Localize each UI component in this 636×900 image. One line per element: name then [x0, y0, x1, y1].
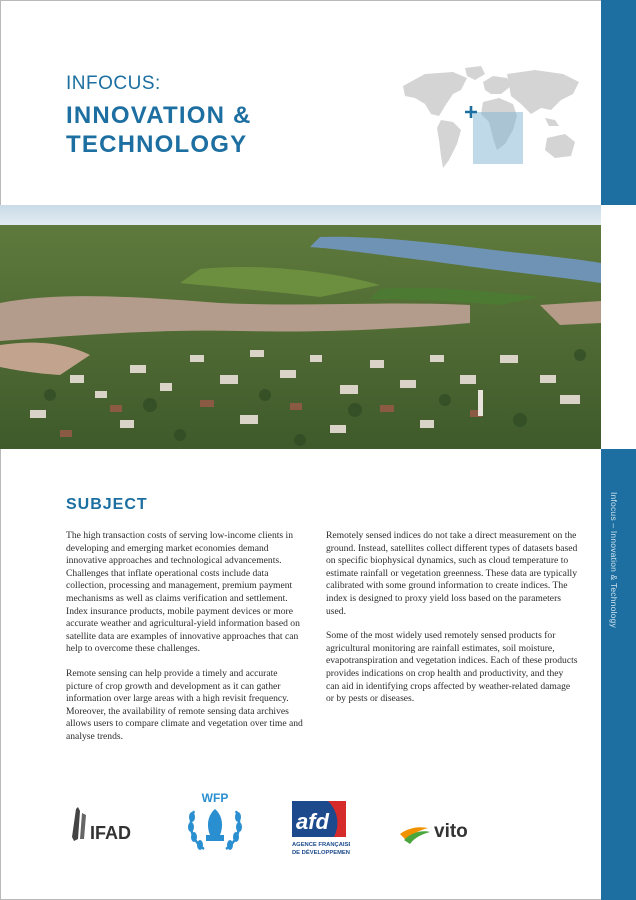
ifad-emblem-icon — [68, 803, 143, 845]
afd-mark: afd — [296, 809, 329, 834]
afd-line-1: AGENCE FRANÇAISE — [292, 842, 350, 848]
ifad-wordmark: IFAD — [90, 823, 132, 843]
paragraph: Remote sensing can help provide a timely and accurate picture of crop growth and development as it can gather information over large areas with a high revisit frequency. Moreover, the availability of remote sensing data archives allows users to compare climate and vegetation over time and analyse trends. — [66, 667, 303, 742]
aerial-village-photo — [0, 205, 601, 449]
paragraph: Remotely sensed indices do not take a direct measurement on the ground. Instead, satellites collect different types of datasets based on specific biophysical dynamics, such as cloud temperature to estimate rainfall or vegetation greenness. These data are typically calibrated with some ground information to create indices. The index is designed to proxy yield loss based on the parameters used. — [326, 530, 578, 617]
afd-logo — [290, 799, 350, 857]
paragraph: The high transaction costs of serving low-income clients in developing and emerging market economies demand innovative approaches and technological advancements. Challenges that inflate operational costs include data collection, processing and management, premium payment mechanisms as well as claims verification and settlement. Index insurance products, mobile payment devices or more accurate weather and agricultural-yield information based on satellite data are examples of innovative approaches that can help to overcome these challenges. — [66, 530, 300, 655]
text-column-left — [66, 530, 306, 756]
wfp-logo — [182, 791, 248, 857]
title-line-1: INNOVATION & — [66, 102, 252, 129]
vito-logo — [398, 816, 484, 846]
title-line-2: TECHNOLOGY — [66, 131, 248, 158]
wfp-wordmark: WFP — [201, 791, 229, 805]
paragraph: Some of the most widely used remotely sensed products for agricultural monitoring are rainfall estimates, soil moisture, evapotranspiration and vegetation indices. Each of these products provides indications on crop health and productivity, and they can aid in identifying crops affected by weather-related damage or by pests or diseases. — [326, 630, 578, 705]
afd-line-2: DE DÉVELOPPEMENT — [292, 850, 350, 856]
vito-wordmark: vito — [434, 821, 468, 842]
world-map-icon — [395, 64, 585, 174]
side-bar-gap — [601, 205, 636, 449]
section-heading-subject: SUBJECT — [66, 496, 148, 513]
side-label: Infocus – Innovation & Technology — [609, 492, 619, 628]
wfp-wreath-icon — [182, 791, 248, 857]
afd-emblem-icon — [290, 799, 350, 857]
kicker: INFOCUS: — [66, 73, 161, 94]
side-accent-bar — [601, 0, 636, 900]
ifad-logo — [68, 803, 143, 845]
page-title — [66, 101, 286, 159]
text-column-right — [326, 530, 578, 718]
vito-swoosh-icon — [398, 816, 484, 846]
